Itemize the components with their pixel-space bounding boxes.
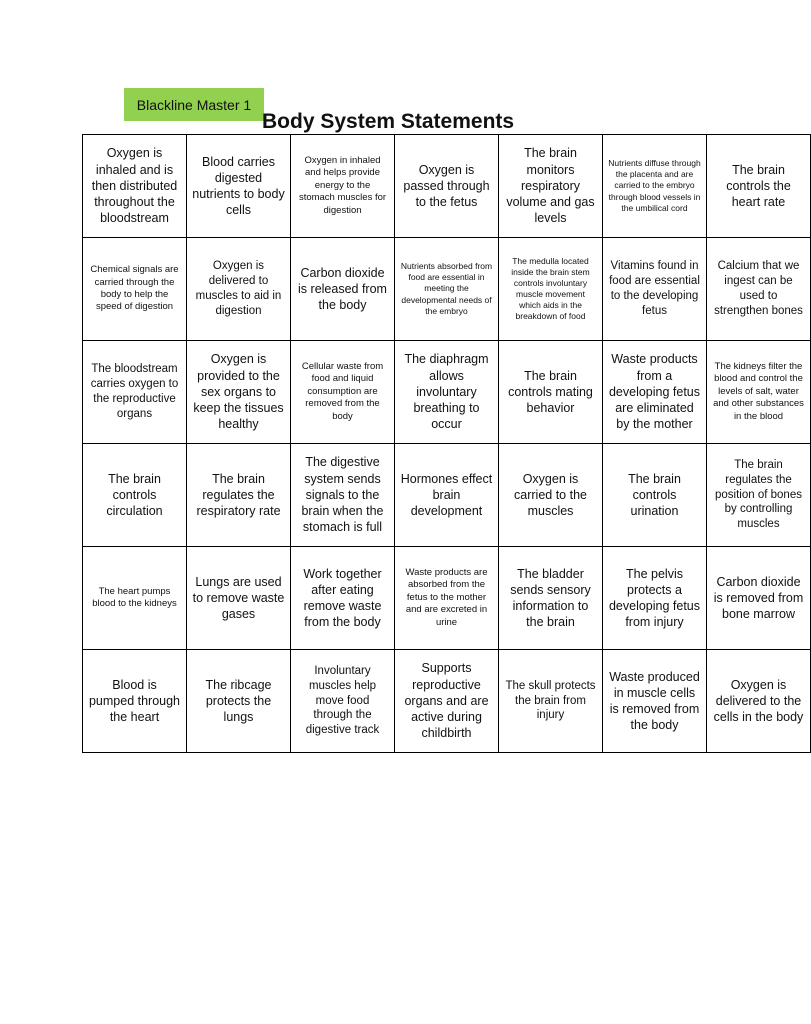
statement-cell: The pelvis protects a developing fetus from injury (603, 547, 707, 650)
statement-cell: The digestive system sends signals to the brain when the stomach is full (291, 444, 395, 547)
blackline-master-badge (124, 88, 264, 121)
statement-cell: Carbon dioxide is released from the body (291, 238, 395, 341)
statement-cell: Nutrients diffuse through the placenta and are carried to the embryo through blood vessels in the umbilical cord (603, 135, 707, 238)
statement-cell: The brain controls mating behavior (499, 341, 603, 444)
statement-cell: The bloodstream carries oxygen to the reproductive organs (83, 341, 187, 444)
statement-cell: The bladder sends sensory information to the brain (499, 547, 603, 650)
statement-cell: The brain controls circulation (83, 444, 187, 547)
statement-cell: Calcium that we ingest can be used to strengthen bones (707, 238, 811, 341)
statement-cell: The brain controls the heart rate (707, 135, 811, 238)
statement-cell: Waste products from a developing fetus are eliminated by the mother (603, 341, 707, 444)
statement-cell: Lungs are used to remove waste gases (187, 547, 291, 650)
statement-cell: Oxygen is delivered to muscles to aid in digestion (187, 238, 291, 341)
statement-cell: Oxygen is delivered to the cells in the body (707, 650, 811, 753)
statement-cell: Oxygen in inhaled and helps provide energy to the stomach muscles for digestion (291, 135, 395, 238)
grid-row (83, 444, 811, 547)
statement-cell: Oxygen is carried to the muscles (499, 444, 603, 547)
statement-cell: Supports reproductive organs and are active during childbirth (395, 650, 499, 753)
grid-row (83, 547, 811, 650)
grid-row (83, 135, 811, 238)
statement-cell: Oxygen is passed through to the fetus (395, 135, 499, 238)
statement-cell: Waste products are absorbed from the fetus to the mother and are excreted in urine (395, 547, 499, 650)
statement-cell: Work together after eating remove waste from the body (291, 547, 395, 650)
statement-cell: Oxygen is provided to the sex organs to keep the tissues healthy (187, 341, 291, 444)
statement-cell: The brain regulates the position of bones by controlling muscles (707, 444, 811, 547)
statement-cell: Hormones effect brain development (395, 444, 499, 547)
badge-label: Blackline Master 1 (136, 96, 252, 113)
statement-cell: Blood carries digested nutrients to body cells (187, 135, 291, 238)
statements-grid (82, 134, 811, 753)
grid-row (83, 238, 811, 341)
statement-cell: Oxygen is inhaled and is then distributed throughout the bloodstream (83, 135, 187, 238)
statement-cell: Vitamins found in food are essential to the developing fetus (603, 238, 707, 341)
statement-cell: Waste produced in muscle cells is removed from the body (603, 650, 707, 753)
statement-cell: The skull protects the brain from injury (499, 650, 603, 753)
grid-row (83, 650, 811, 753)
statement-cell: The brain monitors respiratory volume and gas levels (499, 135, 603, 238)
statement-cell: Cellular waste from food and liquid consumption are removed from the body (291, 341, 395, 444)
statement-cell: The kidneys filter the blood and control the levels of salt, water and other substances in the blood (707, 341, 811, 444)
statement-cell: The brain regulates the respiratory rate (187, 444, 291, 547)
statement-cell: Nutrients absorbed from food are essential in meeting the developmental needs of the embryo (395, 238, 499, 341)
statement-cell: Chemical signals are carried through the body to help the speed of digestion (83, 238, 187, 341)
grid-row (83, 341, 811, 444)
statement-cell: The heart pumps blood to the kidneys (83, 547, 187, 650)
statement-cell: The diaphragm allows involuntary breathing to occur (395, 341, 499, 444)
statement-cell: The medulla located inside the brain stem controls involuntary muscle movement which aids in the breakdown of food (499, 238, 603, 341)
statement-cell: Carbon dioxide is removed from bone marrow (707, 547, 811, 650)
statement-cell: The brain controls urination (603, 444, 707, 547)
page-title: Body System Statements (262, 110, 515, 133)
statement-cell: The ribcage protects the lungs (187, 650, 291, 753)
statement-cell: Blood is pumped through the heart (83, 650, 187, 753)
statement-cell: Involuntary muscles help move food through the digestive track (291, 650, 395, 753)
